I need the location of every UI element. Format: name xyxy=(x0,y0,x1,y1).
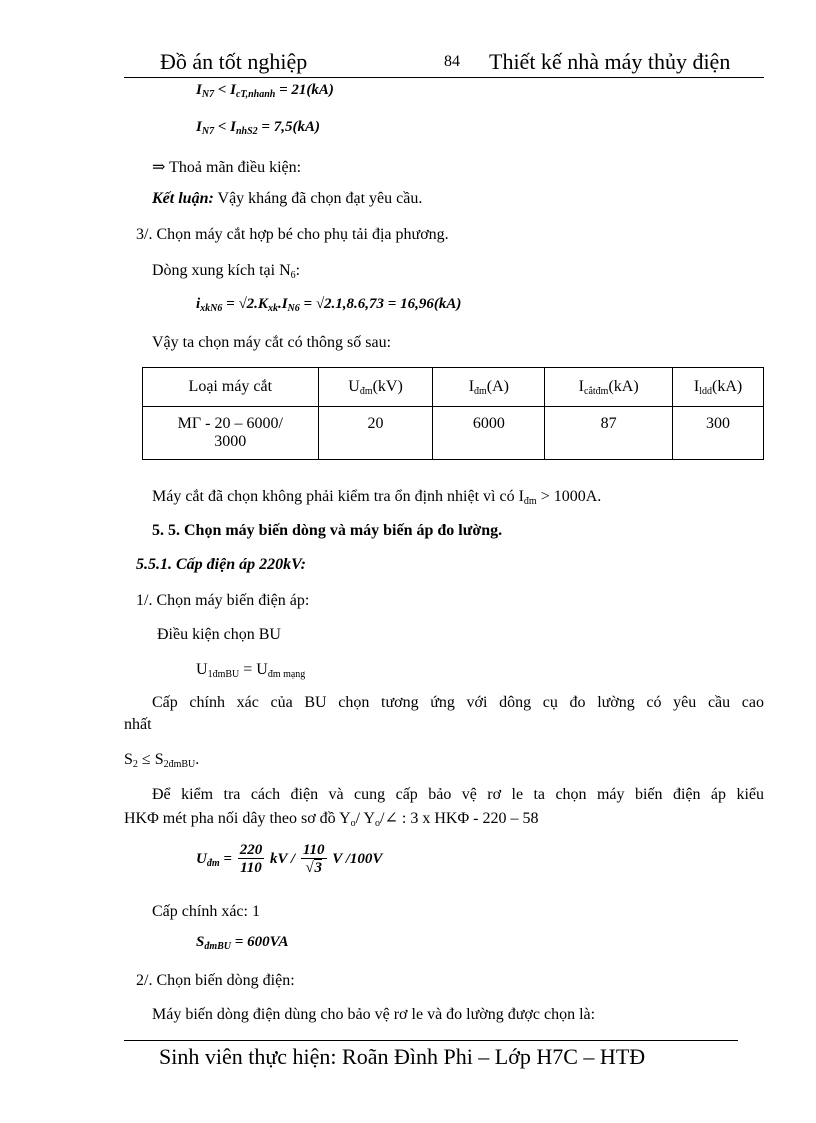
bu-voltage-condition: $U_{1đmBU} = U_{đm mạng}$ xyxy=(196,661,306,680)
satisfy-line: ⇒ Thoả mãn điều kiện: xyxy=(152,159,302,176)
s2-condition: $S_2 \le S_{2đmBU}$. xyxy=(124,751,200,770)
header-rule xyxy=(124,77,764,78)
conclusion-line: Kết luận: Vậy kháng đã chọn đạt yêu cầu. xyxy=(152,190,423,207)
formula-rated-power: $S_{đmBU} = 600VA$ xyxy=(196,934,289,952)
breaker-params-table xyxy=(142,367,764,460)
check-paragraph-line1: Để kiểm tra cách điện và cung cấp bảo vệ rơ le ta chọn máy biến điện áp kiểu xyxy=(152,786,764,803)
cell-icut: 87 xyxy=(545,407,673,460)
table-header-row xyxy=(143,368,764,407)
cell-u: 20 xyxy=(318,407,433,460)
section-5-5-1-heading: 5.5.1. Cấp điện áp 220kV: xyxy=(136,556,306,573)
header-right: Thiết kế nhà máy thủy điện xyxy=(489,49,731,74)
formula-voltage-ratio: $U_{đm}$ = $\frac{220}{110}$ kV / $\frac{110}{√3}$ V /100V xyxy=(196,842,383,876)
section-5-5-heading: 5. 5. Chọn máy biến dòng và máy biến áp đo lường. xyxy=(152,522,503,539)
header-left: Đồ án tốt nghiệp xyxy=(160,49,308,74)
ct-paragraph: Máy biến dòng điện dùng cho bảo vệ rơ le và đo lường được chọn là: xyxy=(152,1006,596,1023)
check-paragraph-line2: HKΦ mét pha nối dây theo sơ đồ $Y_o/$ $Y_o/\angle$ : 3 x HKΦ - 220 – 58 xyxy=(124,810,539,829)
footer-text: Sinh viên thực hiện: Roãn Đình Phi – Lớp H7C – HTĐ xyxy=(159,1044,646,1069)
item-1-heading: 1/. Chọn máy biến điện áp: xyxy=(136,592,310,609)
table-row xyxy=(143,407,764,460)
formula-impulse-current: $i_{xkN6} = √2.K_{xk}.I_{N6} = √2.1,8.6,73 = 16,96(kA)$ xyxy=(196,296,462,314)
fraction-110-sqrt3: $\frac{110}{√3}$ xyxy=(302,842,325,876)
col-header-ildd: $I_{ldd}(kA)$ xyxy=(673,368,764,407)
col-header-type: Loại máy cắt xyxy=(143,368,319,407)
item-2-heading: 2/. Chọn biến dòng điện: xyxy=(136,972,295,989)
page-number: 84 xyxy=(444,53,460,70)
col-header-icut: $I_{cắtđm}(kA)$ xyxy=(545,368,673,407)
accuracy-class-line: Cấp chính xác: 1 xyxy=(152,903,260,920)
cell-type: MΓ - 20 – 6000/ 3000 xyxy=(143,407,319,460)
item-3-heading: 3/. Chọn máy cắt hợp bé cho phụ tải địa phương. xyxy=(136,226,449,243)
cell-i: 6000 xyxy=(433,407,545,460)
formula-inrush-1: $I_{N7} < I_{cT,nhanh} = 21(kA)$ xyxy=(196,82,334,100)
footer-rule xyxy=(124,1040,738,1041)
impulse-current-line: Dòng xung kích tại $N_6$: xyxy=(152,262,301,281)
col-header-i: $I_{đm}(A)$ xyxy=(433,368,545,407)
col-header-u: $U_{đm}(kV)$ xyxy=(318,368,433,407)
formula-inrush-2: $I_{N7} < I_{nhS2} = 7,5(kA)$ xyxy=(196,119,320,137)
bu-condition-line: Điều kiện chọn BU xyxy=(157,626,281,643)
accuracy-paragraph-line2: nhất xyxy=(124,716,152,733)
no-thermal-check-line: Máy cắt đã chọn không phải kiểm tra ổn định nhiệt vì có $I_{đm} > 1000A$. xyxy=(152,488,602,507)
fraction-220-110: $\frac{220}{110}$ xyxy=(239,842,263,876)
choose-params-line: Vậy ta chọn máy cắt có thông số sau: xyxy=(152,334,392,351)
accuracy-paragraph-line1: Cấp chính xác của BU chọn tương ứng với dông cụ đo lường có yêu cầu cao xyxy=(152,694,764,711)
cell-ildd: 300 xyxy=(673,407,764,460)
